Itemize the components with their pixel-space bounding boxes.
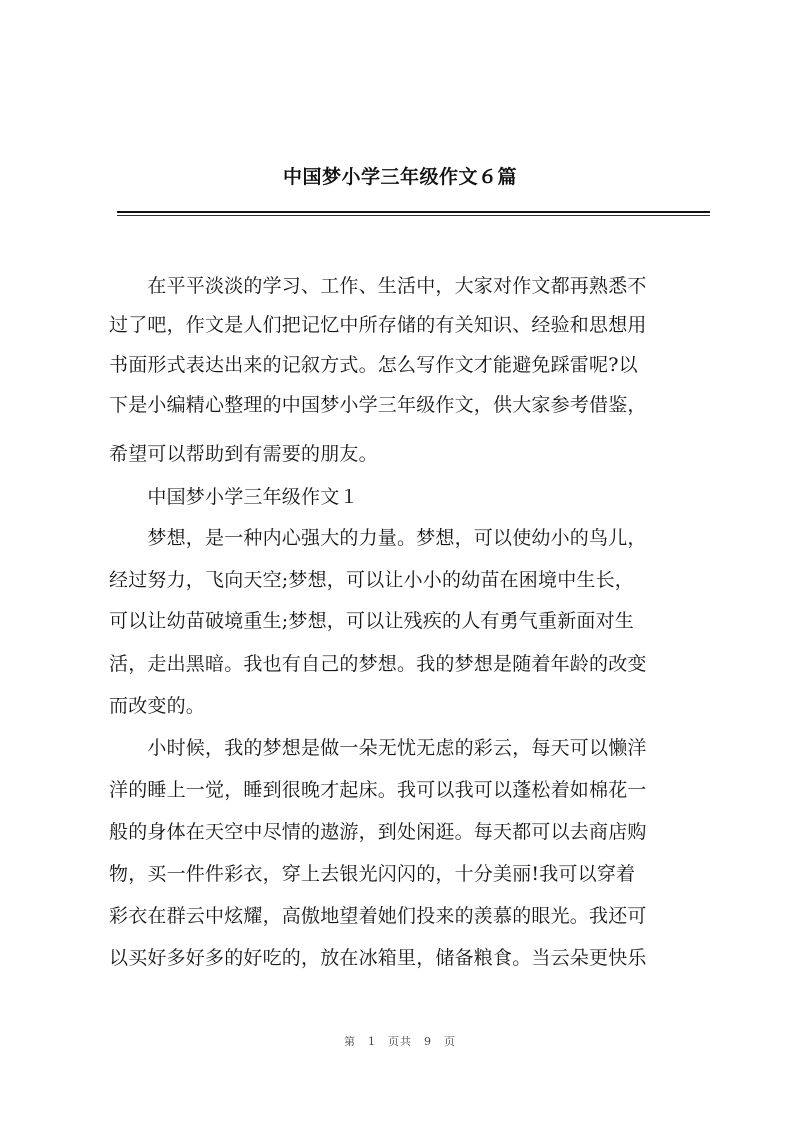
text-line: 物，买一件件彩衣，穿上去银光闪闪的，十分美丽!我可以穿着	[109, 863, 636, 885]
text-line: 彩衣在群云中炫耀，高傲地望着她们投来的羡慕的眼光。我还可	[109, 905, 647, 927]
section-heading: 中国梦小学三年级作文１	[109, 486, 359, 508]
title-rule-thick	[117, 211, 710, 213]
text-line: 洋的睡上一觉，睡到很晚才起床。我可以我可以蓬松着如棉花一	[109, 779, 647, 801]
text-line: 而改变的。	[109, 695, 206, 717]
text-line: 书面形式表达出来的记叙方式。怎么写作文才能避免踩雷呢?以	[109, 354, 638, 376]
text-line: 般的身体在天空中尽情的遨游，到处闲逛。每天都可以去商店购	[109, 821, 647, 843]
title-rule-thin	[117, 215, 710, 216]
text-line: 可以让幼苗破境重生;梦想，可以让残疾的人有勇气重新面对生	[109, 610, 635, 632]
text-line: 下是小编精心整理的中国梦小学三年级作文，供大家参考借鉴，	[109, 394, 647, 416]
footer-ye: 页	[444, 1035, 456, 1048]
footer-total-pages: 9	[424, 1035, 432, 1048]
footer-ye-gong: 页共	[388, 1035, 412, 1048]
footer-page-number: 1	[368, 1035, 376, 1048]
text-line: 活，走出黑暗。我也有自己的梦想。我的梦想是随着年龄的改变	[109, 653, 647, 675]
page-footer	[0, 1033, 800, 1049]
text-line: 在平平淡淡的学习、工作、生活中，大家对作文都再熟悉不	[109, 275, 647, 297]
text-line: 梦想，是一种内心强大的力量。梦想，可以使幼小的鸟儿，	[109, 527, 647, 549]
footer-di: 第	[344, 1035, 356, 1048]
text-line: 过了吧，作文是人们把记忆中所存储的有关知识、经验和思想用	[109, 314, 647, 336]
text-line: 以买好多好多的好吃的，放在冰箱里，储备粮食。当云朵更快乐	[109, 947, 647, 969]
text-line: 希望可以帮助到有需要的朋友。	[109, 443, 378, 465]
text-line: 小时候，我的梦想是做一朵无忧无虑的彩云，每天可以懒洋	[109, 737, 647, 759]
document-title: 中国梦小学三年级作文６篇	[282, 166, 517, 188]
text-line: 经过努力，飞向天空;梦想，可以让小小的幼苗在困境中生长，	[109, 569, 635, 591]
